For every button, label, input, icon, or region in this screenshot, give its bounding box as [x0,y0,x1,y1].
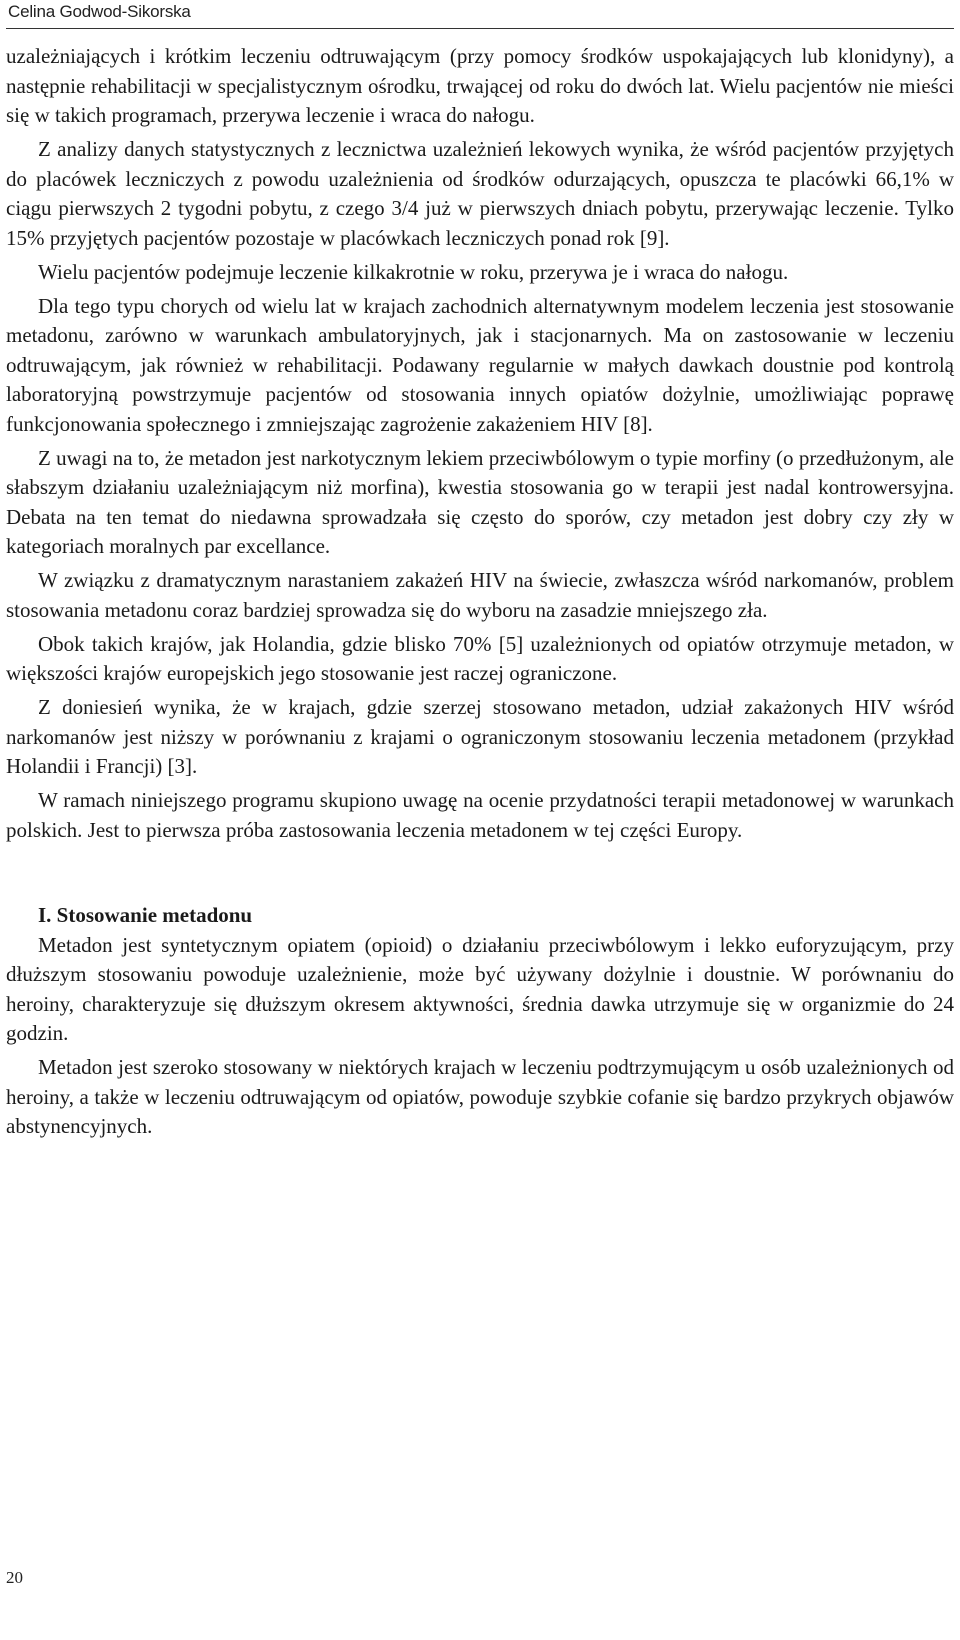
body-text [6,42,954,1146]
paragraph: Z uwagi na to, że metadon jest narkotycznym lekiem przeciwbólowym o typie morfiny (o przedłużonym, ale słabszym działaniu uzależniającym niż morfina), kwestia stosowania go w terapii jest nadal kontrowersyjna. Debata na ten temat do niedawna sprowadzała się często do sporów, czy metadon jest dobry czy zły w kategoriach moralnych par excellance. [6,445,954,558]
paragraph: Metadon jest szeroko stosowany w niektórych krajach w leczeniu podtrzymującym u osób uzależnionych od heroiny, a także w leczeniu odtruwającym od opiatów, powoduje szybkie cofanie się bardzo przykrych objawów abstynencyjnych. [6,1055,954,1138]
paragraph: Z doniesień wynika, że w krajach, gdzie szerzej stosowano metadon, udział zakażonych HIV wśród narkomanów jest niższy w porównaniu z krajami o ograniczonym stosowaniu leczenia metadonem (przykład Holandii i Francji) [3]. [6,695,954,778]
page-number: 20 [6,1568,23,1587]
paragraph: Z analizy danych statystycznych z lecznictwa uzależnień lekowych wynika, że wśród pacjentów przyjętych do placówek leczniczych z powodu uzależnienia od środków odurzających, opuszcza te placówki 66,1% w ciągu pierwszych 2 tygodni pobytu, z czego 3/4 już w pierwszych dniach pobytu, przerywając leczenie. Tylko 15% przyjętych pacjentów pozostaje w placówkach leczniczych ponad rok [9]. [6,137,954,250]
paragraph: Wielu pacjentów podejmuje leczenie kilkakrotnie w roku, przerywa je i wraca do nałogu. [38,259,789,284]
section-heading: I. Stosowanie metadonu [38,903,253,927]
paragraph: W ramach niniejszego programu skupiono uwagę na ocenie przydatności terapii metadonowej w warunkach polskich. Jest to pierwsza próba zastosowania leczenia metadonem w tej części Europy. [6,788,954,842]
header-rule [6,28,954,29]
running-head-author: Celina Godwod-Sikorska [8,2,191,21]
paragraph: Dla tego typu chorych od wielu lat w krajach zachodnich alternatywnym modelem leczenia jest stosowanie metadonu, zarówno w warunkach ambulatoryjnych, jak i stacjonarnych. Ma on zastosowanie w leczeniu odtruwającym, jak również w rehabilitacji. Podawany regularnie w małych dawkach doustnie pod kontrolą laboratoryjną powstrzymuje pacjentów od stosowania innych opiatów dożylnie, umożliwiając poprawę funkcjonowania społecznego i zmniejszając zagrożenie zakażeniem HIV [8]. [6,293,954,436]
paragraph: W związku z dramatycznym narastaniem zakażeń HIV na świecie, zwłaszcza wśród narkomanów, problem stosowania metadonu coraz bardziej sprowadza się do wyboru na zasadzie mniejszego zła. [6,568,954,622]
paragraph: Obok takich krajów, jak Holandia, gdzie blisko 70% [5] uzależnionych od opiatów otrzymuje metadon, w większości krajów europejskich jego stosowanie jest raczej ograniczone. [6,631,954,685]
paragraph: uzależniających i krótkim leczeniu odtruwającym (przy pomocy środków uspokajających lub klonidyny), a następnie rehabilitacji w specjalistycznym ośrodku, trwającej od roku do dwóch lat. Wielu pacjentów nie mieści się w takich programach, przerywa leczenie i wraca do nałogu. [6,44,954,127]
paragraph: Metadon jest syntetycznym opiatem (opioid) o działaniu przeciwbólowym i lekko euforyzującym, przy dłuższym stosowaniu powoduje uzależnienie, może być używany dożylnie i doustnie. W porównaniu do heroiny, charakteryzuje się dłuższym okresem aktywności, średnia dawka utrzymuje się w organizmie do 24 godzin. [6,932,954,1045]
